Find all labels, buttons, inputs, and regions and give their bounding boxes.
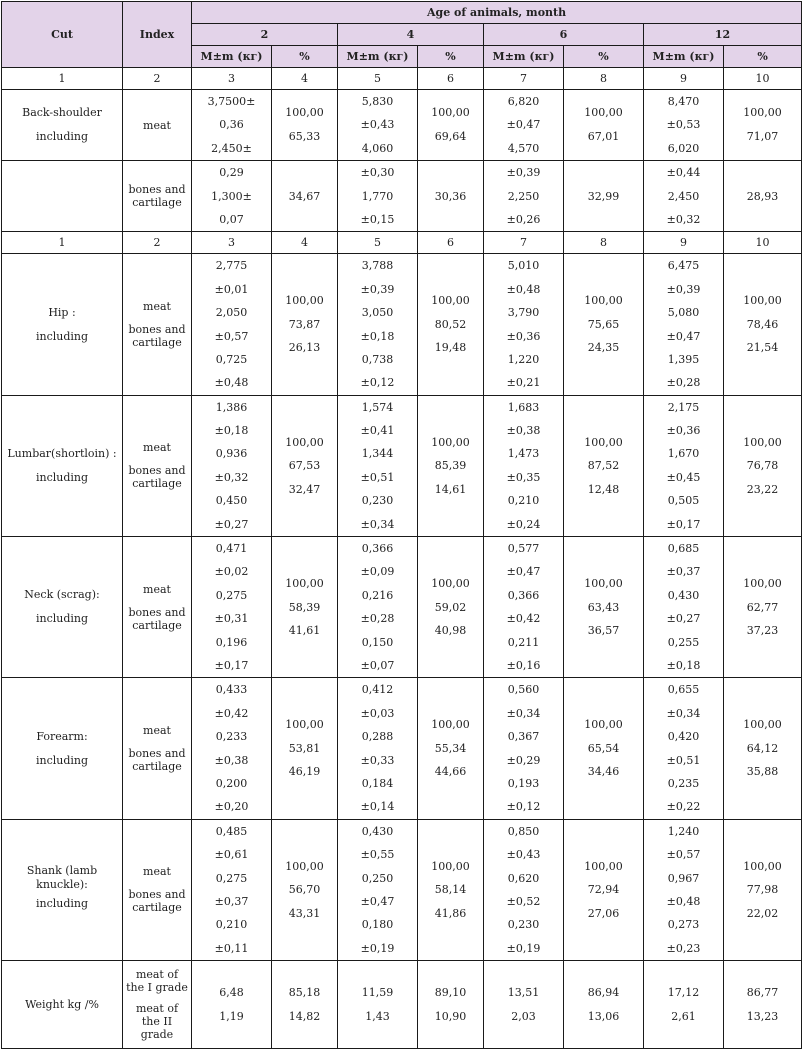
- header-pct: %: [272, 46, 338, 68]
- mean-cell: ±0,44 2,450 ±0,32: [644, 161, 724, 232]
- mean-cell: 2,775 ±0,01 2,050 ±0,57 0,725 ±0,48: [192, 254, 272, 395]
- header-age-6: 6: [484, 24, 644, 46]
- pct-cell: 100,00 67,01: [564, 90, 644, 161]
- table-row-back-shoulder-meat: [2, 90, 802, 161]
- mean-cell: 0,850 ±0,43 0,620 ±0,52 0,230 ±0,19: [484, 819, 564, 960]
- mean-cell: 0,685 ±0,37 0,430 ±0,27 0,255 ±0,18: [644, 537, 724, 678]
- pct-cell: 100,00 78,46 21,54: [724, 254, 802, 395]
- pct-cell: 100,00 75,65 24,35: [564, 254, 644, 395]
- col-num: 4: [272, 232, 338, 254]
- table-row-back-shoulder-bones: [2, 161, 802, 232]
- col-num: 1: [2, 68, 123, 90]
- mean-cell: 0,433 ±0,42 0,233 ±0,38 0,200 ±0,20: [192, 678, 272, 819]
- table-row-cut-section: [2, 537, 802, 678]
- col-num: 2: [123, 232, 192, 254]
- pct-cell: 100,00 85,39 14,61: [418, 395, 484, 536]
- index-cell: bones and cartilage: [123, 161, 192, 232]
- pct-cell: 100,00 73,87 26,13: [272, 254, 338, 395]
- col-num: 8: [564, 232, 644, 254]
- pct-cell: 100,00 59,02 40,98: [418, 537, 484, 678]
- mean-cell: ±0,39 2,250 ±0,26: [484, 161, 564, 232]
- pct-cell: 34,67: [272, 161, 338, 232]
- mean-cell: 13,51 2,03: [484, 961, 564, 1049]
- mean-cell: 5,830 ±0,43 4,060: [338, 90, 418, 161]
- mean-cell: 0,577 ±0,47 0,366 ±0,42 0,211 ±0,16: [484, 537, 564, 678]
- table-row-cut-section: [2, 678, 802, 819]
- pct-cell: 100,00 72,94 27,06: [564, 819, 644, 960]
- header-mean: M±m (кг): [484, 46, 564, 68]
- header-cut: Cut: [2, 2, 123, 68]
- mean-cell: 0,412 ±0,03 0,288 ±0,33 0,184 ±0,14: [338, 678, 418, 819]
- index-cell: meat bones and cartilage: [123, 395, 192, 536]
- header-row-age: [2, 2, 802, 24]
- pct-cell: 100,00 65,54 34,46: [564, 678, 644, 819]
- index-cell: meat bones and cartilage: [123, 537, 192, 678]
- header-mean: M±m (кг): [192, 46, 272, 68]
- cut-cell: Hip : including: [2, 254, 123, 395]
- pct-cell: 100,00 58,39 41,61: [272, 537, 338, 678]
- mean-cell: 8,470 ±0,53 6,020: [644, 90, 724, 161]
- table-row-weight: [2, 961, 802, 1049]
- col-num: 3: [192, 232, 272, 254]
- mean-cell: 11,59 1,43: [338, 961, 418, 1049]
- header-age-12: 12: [644, 24, 802, 46]
- header-age-group: Age of animals, month: [192, 2, 802, 24]
- pct-cell: 100,00 77,98 22,02: [724, 819, 802, 960]
- mean-cell: 6,475 ±0,39 5,080 ±0,47 1,395 ±0,28: [644, 254, 724, 395]
- index-cell: meat: [123, 90, 192, 161]
- col-num: 6: [418, 68, 484, 90]
- pct-cell: 100,00 71,07: [724, 90, 802, 161]
- header-age-2: 2: [192, 24, 338, 46]
- header-pct: %: [724, 46, 802, 68]
- cut-cell: Neck (scrag): including: [2, 537, 123, 678]
- mean-cell: 0,430 ±0,55 0,250 ±0,47 0,180 ±0,19: [338, 819, 418, 960]
- sections-body: [2, 254, 802, 961]
- col-num: 10: [724, 232, 802, 254]
- col-num: 3: [192, 68, 272, 90]
- pct-cell: 32,99: [564, 161, 644, 232]
- mean-cell: 1,683 ±0,38 1,473 ±0,35 0,210 ±0,24: [484, 395, 564, 536]
- index-cell: meat bones and cartilage: [123, 678, 192, 819]
- pct-cell: 100,00 63,43 36,57: [564, 537, 644, 678]
- mean-cell: 1,386 ±0,18 0,936 ±0,32 0,450 ±0,27: [192, 395, 272, 536]
- pct-cell: 100,00 69,64: [418, 90, 484, 161]
- cut-cell: Shank (lamb knuckle): including: [2, 819, 123, 960]
- mean-cell: 17,12 2,61: [644, 961, 724, 1049]
- pct-cell: 100,00 65,33: [272, 90, 338, 161]
- header-pct: %: [418, 46, 484, 68]
- header-mean: M±m (кг): [338, 46, 418, 68]
- mean-cell: 0,366 ±0,09 0,216 ±0,28 0,150 ±0,07: [338, 537, 418, 678]
- col-num: 10: [724, 68, 802, 90]
- pct-cell: 28,93: [724, 161, 802, 232]
- pct-cell: 85,18 14,82: [272, 961, 338, 1049]
- col-num: 9: [644, 232, 724, 254]
- pct-cell: 100,00 56,70 43,31: [272, 819, 338, 960]
- mean-cell: 0,655 ±0,34 0,420 ±0,51 0,235 ±0,22: [644, 678, 724, 819]
- pct-cell: 86,77 13,23: [724, 961, 802, 1049]
- index-cell: meat bones and cartilage: [123, 819, 192, 960]
- mean-cell: 3,7500± 0,36 2,450±: [192, 90, 272, 161]
- header-mean: M±m (кг): [644, 46, 724, 68]
- pct-cell: 100,00 76,78 23,22: [724, 395, 802, 536]
- col-num: 2: [123, 68, 192, 90]
- index-cell: meat of the I grade meat of the II grade: [123, 961, 192, 1049]
- mean-cell: 1,240 ±0,57 0,967 ±0,48 0,273 ±0,23: [644, 819, 724, 960]
- pct-cell: 100,00 53,81 46,19: [272, 678, 338, 819]
- header-age-4: 4: [338, 24, 484, 46]
- col-num: 9: [644, 68, 724, 90]
- pct-cell: 86,94 13,06: [564, 961, 644, 1049]
- mean-cell: 0,471 ±0,02 0,275 ±0,31 0,196 ±0,17: [192, 537, 272, 678]
- mean-cell: 6,48 1,19: [192, 961, 272, 1049]
- mean-cell: 5,010 ±0,48 3,790 ±0,36 1,220 ±0,21: [484, 254, 564, 395]
- header-pct: %: [564, 46, 644, 68]
- cut-cell: Weight kg /%: [2, 961, 123, 1049]
- col-num: 7: [484, 68, 564, 90]
- col-num: 7: [484, 232, 564, 254]
- col-num: 8: [564, 68, 644, 90]
- carcass-cuts-table: [1, 1, 802, 1049]
- col-num: 1: [2, 232, 123, 254]
- mean-cell: 0,29 1,300± 0,07: [192, 161, 272, 232]
- pct-cell: 89,10 10,90: [418, 961, 484, 1049]
- pct-cell: 100,00 62,77 37,23: [724, 537, 802, 678]
- index-cell: meat bones and cartilage: [123, 254, 192, 395]
- pct-cell: 100,00 55,34 44,66: [418, 678, 484, 819]
- col-num: 6: [418, 232, 484, 254]
- pct-cell: 30,36: [418, 161, 484, 232]
- table-row-cut-section: [2, 395, 802, 536]
- column-number-row: [2, 232, 802, 254]
- table-row-cut-section: [2, 819, 802, 960]
- pct-cell: 100,00 87,52 12,48: [564, 395, 644, 536]
- mean-cell: 1,574 ±0,41 1,344 ±0,51 0,230 ±0,34: [338, 395, 418, 536]
- pct-cell: 100,00 58,14 41,86: [418, 819, 484, 960]
- cut-cell-empty: [2, 161, 123, 232]
- mean-cell: 6,820 ±0,47 4,570: [484, 90, 564, 161]
- header-index: Index: [123, 2, 192, 68]
- col-num: 5: [338, 68, 418, 90]
- pct-cell: 100,00 80,52 19,48: [418, 254, 484, 395]
- table-row-cut-section: [2, 254, 802, 395]
- cut-cell: Forearm: including: [2, 678, 123, 819]
- col-num: 4: [272, 68, 338, 90]
- cut-cell: Lumbar(shortloin) : including: [2, 395, 123, 536]
- pct-cell: 100,00 67,53 32,47: [272, 395, 338, 536]
- cut-cell: Back-shoulder including: [2, 90, 123, 161]
- column-number-row: [2, 68, 802, 90]
- mean-cell: ±0,30 1,770 ±0,15: [338, 161, 418, 232]
- mean-cell: 0,485 ±0,61 0,275 ±0,37 0,210 ±0,11: [192, 819, 272, 960]
- mean-cell: 0,560 ±0,34 0,367 ±0,29 0,193 ±0,12: [484, 678, 564, 819]
- mean-cell: 3,788 ±0,39 3,050 ±0,18 0,738 ±0,12: [338, 254, 418, 395]
- pct-cell: 100,00 64,12 35,88: [724, 678, 802, 819]
- mean-cell: 2,175 ±0,36 1,670 ±0,45 0,505 ±0,17: [644, 395, 724, 536]
- col-num: 5: [338, 232, 418, 254]
